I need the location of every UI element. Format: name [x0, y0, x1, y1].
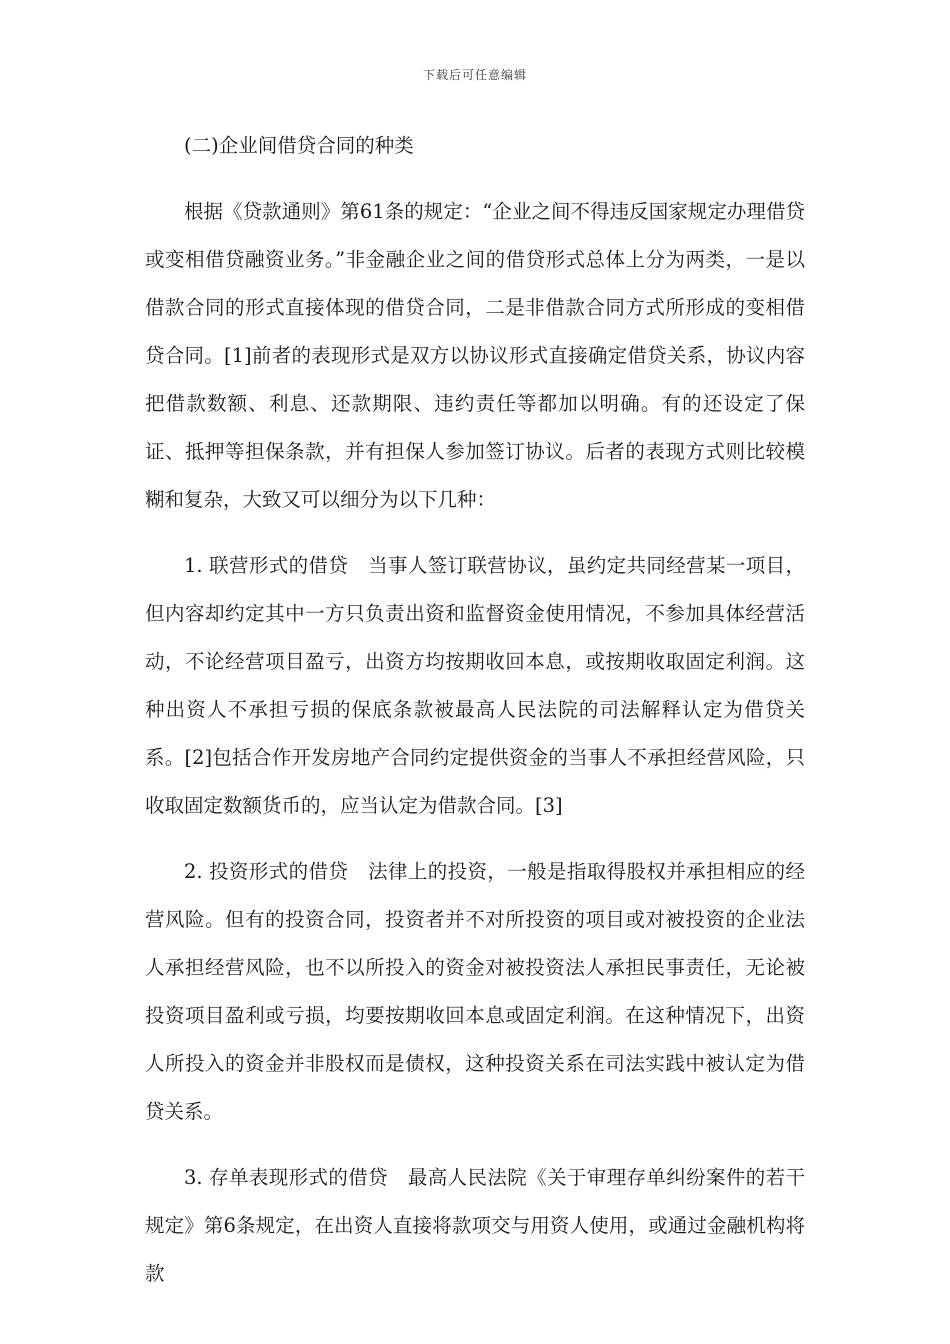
section-heading: (二)企业间借贷合同的种类 — [184, 134, 414, 157]
paragraph-item-3: 3. 存单表现形式的借贷 最高人民法院《关于审理存单纠纷案件的若干规定》第6条规定，在出资人直接将款项交与用资人使用，或通过金融机构将款 — [145, 1166, 805, 1285]
paragraph-item-1: 1. 联营形式的借贷 当事人签订联营协议，虽约定共同经营某一项目，但内容却约定其中一方只负责出资和监督资金使用情况，不参加具体经营活动，不论经营项目盈亏，出资方均按期收回本息，或按期收取固定利润。这种出资人不承担亏损的保底条款被最高人民法院的司法解释认定为借贷关系。[2]包括合作开发房地产合同约定提供资金的当事人不承担经营风险，只收取固定数额货币的，应当认定为借款合同。[3] — [145, 554, 805, 817]
document-body — [145, 122, 805, 1316]
header-note: 下载后可任意编辑 — [422, 68, 527, 82]
paragraph-intro: 根据《贷款通则》第61条的规定：“企业之间不得违反国家规定办理借贷或变相借贷融资业务。”非金融企业之间的借贷形式总体上分为两类，一是以借款合同的形式直接体现的借贷合同，二是非借款合同方式所形成的变相借贷合同。[1]前者的表现形式是双方以协议形式直接确定借贷关系，协议内容把借款数额、利息、还款期限、违约责任等都加以明确。有的还设定了保证、抵押等担保条款，并有担保人参加签订协议。后者的表现方式则比较模糊和复杂，大致又可以细分为以下几种： — [145, 200, 805, 511]
paragraph-item-2: 2. 投资形式的借贷 法律上的投资，一般是指取得股权并承担相应的经营风险。但有的投资合同，投资者并不对所投资的项目或对被投资的企业法人承担经营风险，也不以所投入的资金对被投资法人承担民事责任，无论被投资项目盈利或亏损，均要按期收回本息或固定利润。在这种情况下，出资人所投入的资金并非股权而是债权，这种投资关系在司法实践中被认定为借贷关系。 — [145, 860, 805, 1123]
